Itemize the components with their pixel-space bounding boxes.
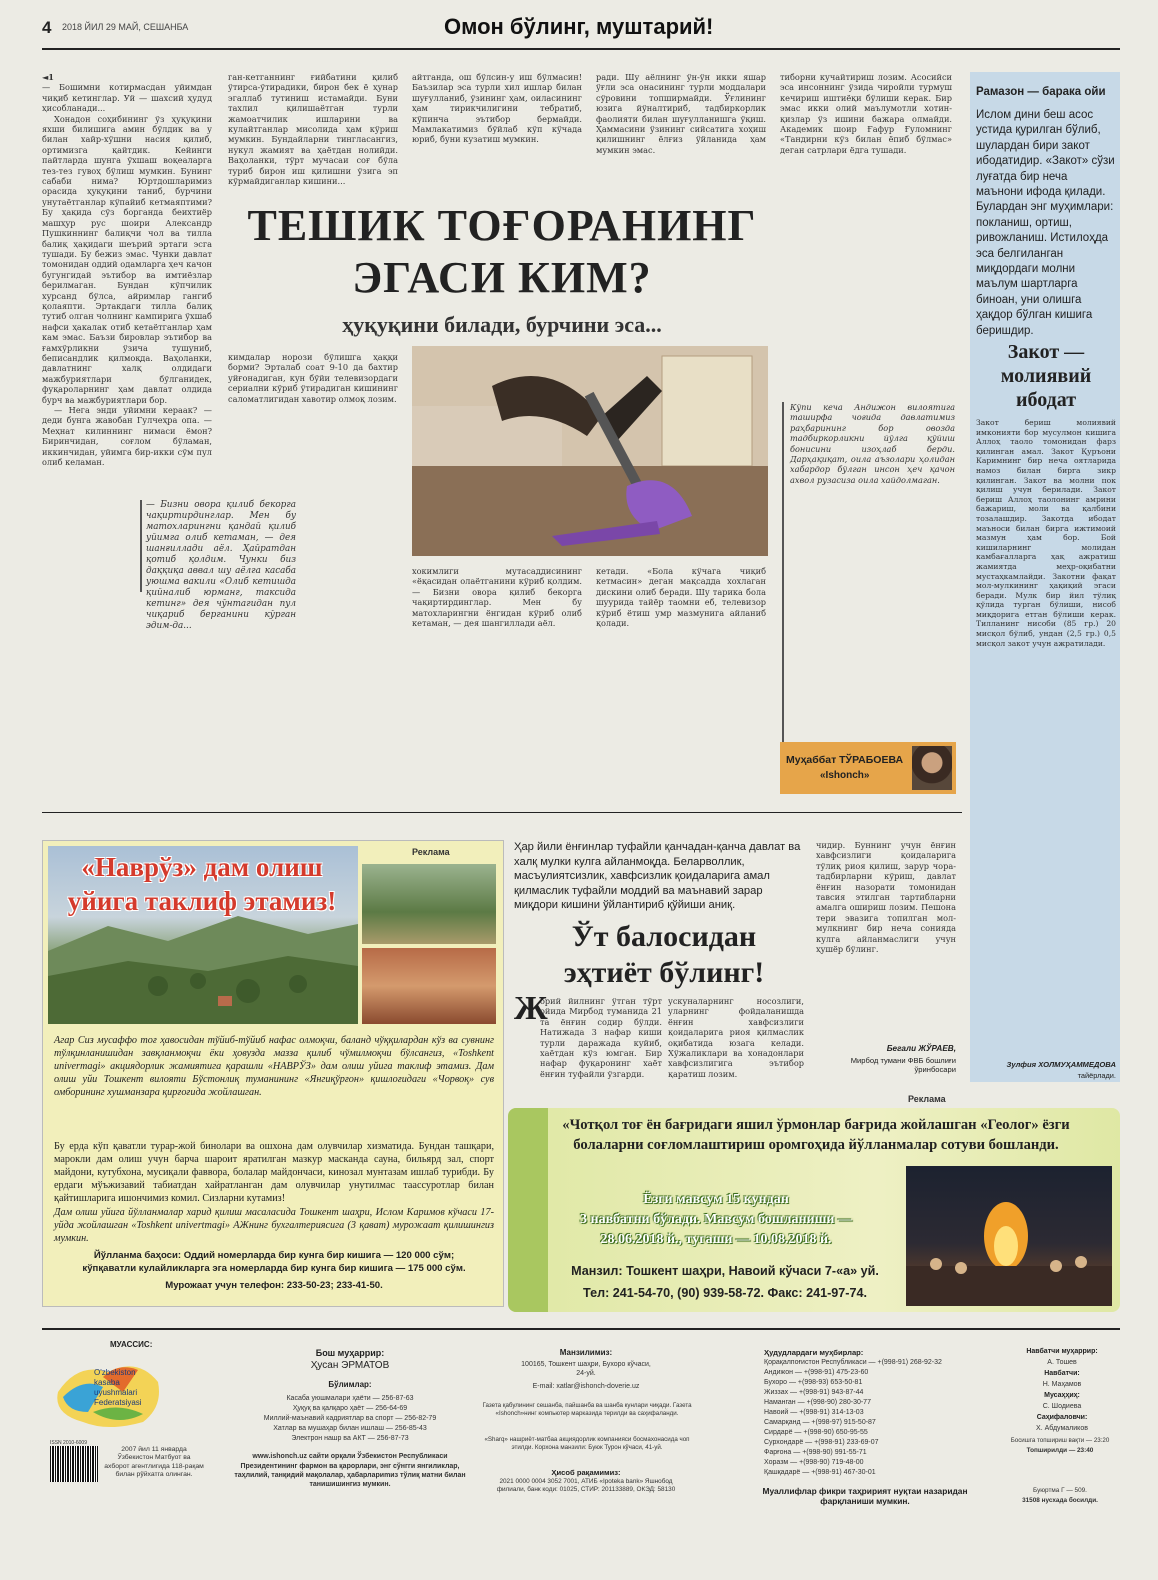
regions-label: Ҳудудлардаги муҳбирлар: (764, 1348, 864, 1357)
region-12: Қашқадарё — +(998-91) 467-30-01 (764, 1469, 876, 1476)
geolog-phones: Тел: 241-54-70, (90) 939-58-72. Факс: 241-97-74. (583, 1286, 867, 1300)
founder-label: МУАССИС: (110, 1340, 153, 1349)
fire-col-3: чидир. Буннинг учун ёнғин хавфсизлиги қоидаларига тўлиқ риоя қилиш, зарур чора-тадбирларни кўриш, давлат ёнғин назорати томонидан тавсия этилган тартибларни амалга ошириш лозим. Пешона тери эвазига топилган мол-мулкнинг бир неча сонияда кулга айланмаслиги учун ҳушёр бўлинг. (816, 840, 956, 955)
author-name: Муҳаббат ТЎРАБОЕВА (786, 754, 904, 766)
main-col-4: ради. Шу аёлнинг ўн-ўн икки яшар ўғли эса онасининг турли моддалари сўровини топширмайди. Ўғлининг юзига йўналтириб, тадбиркорлик фаолияти билан шуғулланишга ўқиш. Ҳаммасини ўзининг сийсатига хоҳиш қилишнинг ёлғиз ўйланида ҳам мумкин эмас. (596, 72, 766, 155)
author-paper: «Ishonch» (820, 770, 870, 781)
circulation: 31508 нусхада босилди. (1022, 1497, 1098, 1504)
navruz-price-2: кўпқаватли кулайликларга эга номерларда бир кунга бир кишига — 175 000 сўм. (82, 1263, 466, 1274)
navruz-phone: Мурожаат учун телефон: 233-50-23; 233-41-50. (165, 1280, 383, 1291)
print-note-2: «Sharq» нашриёт-матбаа акциядорлик компанияси босмахонасида чоп этилди. Корхона манзили: Буюк Турон кўчаси, 41-уй. (484, 1436, 690, 1451)
right-quote: Кўпи кеча Андижон вилоятига таширфа чоғида давлатимиз раҳбарининг бор овозда тадбиркорликни йўлга қўйиш бонисини изоҳлаб берди. Дарҳақиқат, оила аъзолари ҳолидан хабардор бўлган инсон ҳеч қачон ахвол рузасиза оила хайдолмаган. (790, 402, 955, 485)
order-number: Буюртма Г — 509. (1033, 1487, 1087, 1494)
corrector-name: С. Шодиева (1042, 1403, 1082, 1410)
logo-text-3: uyushmalari (94, 1388, 138, 1397)
sidebar-signature: Зулфия ХОЛМУҲАММЕДОВА (1006, 1060, 1116, 1069)
navruz-ad-para1: Агар Сиз мусаффо тоғ ҳавосидан тўйиб-тўйиб нафас олмоқчи, баланд чўққилардан кўз ва сувнинг тўлқинланишидан завқланмоқчи ёки ҳовузда мазза қилиб чўмилмоқчи бўлсангиз, «Toshkent univermagi» акциядорлик жамиятига қарашли «НАВРЎЗ» дам олиш уйига таклиф этамиз. Дам олиш уйи Тошкент вилояти Бўстонлиқ туманининг «Янгиқўрғон» қишлоғидаги «Чорвоқ» сув омборининг хушманзара қирғоғида жойлашган. (54, 1035, 494, 1098)
region-8: Сирдарё — +(998-90) 650-95-55 (764, 1429, 868, 1436)
navruz-photo-room (362, 948, 496, 1024)
navruz-photo-trees (362, 864, 496, 944)
address-label: Манзилимиз: (559, 1348, 613, 1357)
author-plate (780, 742, 956, 794)
main-col-3: айтганда, ош бўлсин-у иш бўлмасин! Баъзилар эса турли хил ишлар билан шуғулланиб, ўзининг ҳам, оиласининг ҳам тирикчилигини тебратиб, кўпинча эътибор бермайди. Мамлакатимиз бўйлаб кўп кўчада юриб, буни кузатиш мумкин. (412, 72, 582, 145)
fire-lead: Ҳар йили ёнғинлар туфайли қанчадан-қанча давлат ва халқ мулки кулга айланмоқда. Беларволлик, масъулиятсизлик, хавфсизлик қоидаларига амал қилмаслик туфайли моддий ва маънавий зарар миқдори кишини ўйлантириб қўйиши аниқ. (514, 841, 801, 912)
geolog-season-1: Ёзги мавсум 15 кундан (643, 1192, 789, 1207)
sidebar-signature-note: тайёрлади. (1077, 1071, 1116, 1080)
logo-text-2: kasaba (94, 1378, 120, 1387)
founder-logo (48, 1352, 168, 1434)
main-headline-1: ТЕШИК ТОҒОРАНИНГ (247, 201, 757, 250)
region-4: Жиззах — +(998-91) 943-87-44 (764, 1389, 864, 1396)
email[interactable]: E-mail: xatlar@ishonch-doverie.uz (532, 1383, 640, 1390)
main-mid-text-b: хокимлиги мутасаддисининг «ёқасидан олаётганини кўриб қолдим. — Бизни овора қилиб бекорга чақиртирдинглар. Мен бу матохларингни ёнгидан кўриб олиб кетаман, — дея шангиллади аёл. (412, 566, 582, 629)
main-col-1 (42, 72, 212, 798)
department-5: Электрон нашр ва АКТ — 256-87-73 (291, 1435, 409, 1442)
navruz-ad-para2: Бу ерда кўп қаватли турар-жой бинолари ва ошхона дам олувчилар хизматида. Бундан ташқари, марокли дам олиш учун барча шароит яратилган мазкур масканда сауна, бильярд зал, спорт майдони, кутубхона, мусиқали фаввора, болалар майдончаси, кинозал мунтазам ишлаб турибди. Бу ердаги мўъжизавий табиатдан хайратланган дам олувчилар унутилмас таассуротлар билан қайтишларига ишончимиз комил. Сизларни кутамиз! (54, 1141, 494, 1204)
region-1: Қорақалпоғистон Республикаси — +(998-91) 268-92-32 (764, 1359, 942, 1366)
sign-time: Босишга топшириш вақти — 23:20 (1010, 1437, 1110, 1444)
region-9: Сурхондарё — +(998-91) 233-69-07 (764, 1439, 879, 1446)
main-subtitle: ҳуқуқини билади, бурчини эса... (342, 312, 662, 337)
fire-title-1: Ўт балосидан (571, 920, 757, 953)
registration-note: 2007 йил 11 январда Ўзбекистон Матбуот ва ахборот агентлигида 118-рақам билан рўйхатга олинган. (104, 1446, 204, 1479)
main-mid-text-c: кетади. «Бола кўчага чиқиб кетмасин» деган мақсадда хохлаган дискини олиб беради. Шу тарика бола шуурида тайёр таомни еб, телевизор кўриб ётиш умр мазмунига айланиб қолади. (596, 566, 766, 629)
department-2: Ҳуқуқ ва қалқаро ҳаёт — 256-64-69 (292, 1405, 408, 1412)
website-line[interactable]: www.ishonch.uz сайти орқали Ўзбекистон Республикаси (252, 1453, 448, 1460)
main-col-5: тиборни кучайтириш лозим. Асосийси эса инсоннинг ўзида чиройли турмуш кечириш иштиёқи бўлиши керак. Бир эмас икки олий маълумотли хотин-қизлар ўз ишини бажара олмайди. Академик шоир Ғафур Ғуломнинг «Тандирни кўз билан ёпиб бўлмас» деган сатрлари ёдга тушади. (780, 72, 952, 155)
logo-text-4: Federatsiyasi (94, 1398, 142, 1407)
main-headline-2: ЭГАСИ КИМ? (352, 253, 652, 302)
disclaimer: Муаллифлар фикри таҳририят нуқтаи назаридан фарқланиши мумкин. (762, 1486, 968, 1506)
main-mid-text-a: кимдалар норози бўлишга ҳаққи борми? Эрталаб соат 9-10 да бахтир уйғонадиган, кун бўйи телевизордаги сериални кўриб ўтирадиган кишининг саломатлигидан хавотир олмоқ лозим. (228, 352, 398, 404)
fire-author-role: Мирбод тумани ФВБ бошлиғи ўринбосари (850, 1056, 956, 1074)
region-6: Навоий — +(998-91) 314-13-03 (764, 1409, 864, 1416)
main-col-1-end: — Нега энди уйимни кераак? — деди бунга жавобан Гулчеҳра опа. — Меҳнат килиннинг нимаси ёмон? Биринчидан, соғлом бўламан, иккинчидан, уйимга бир-икки сўм пул олиб келаман. (42, 405, 212, 468)
geolog-headline: «Чотқол тоғ ён бағридаги яшил ўрмонлар бағрида жойлашган «Геолог» ёзги болаларни соғломлаштириш оромгоҳида йўлланмалар сотуви бошланди. (562, 1117, 1070, 1153)
account-label: Ҳисоб рақамимиз: (551, 1468, 621, 1477)
pull-quote-bar (140, 500, 142, 592)
footer-rule (42, 1328, 1120, 1330)
print-note: Газета қабулининг сешанба, пайшанба ва шанба кунлари чиқади. Газета «Ishonch»нинг компьютер марказида терилди ва саҳифаланди. (482, 1402, 692, 1417)
region-10: Фарғона — +(998-90) 991-55-71 (764, 1449, 867, 1456)
navruz-ad-title-1: «Наврўз» дам олиш (81, 852, 323, 882)
navruz-ad-title-2: уйига таклиф этамиз! (67, 886, 337, 916)
duty-name: Н. Маҳамов (1042, 1381, 1082, 1388)
header-rule (42, 48, 1120, 50)
corrector-label: Мусаҳҳиҳ: (1044, 1392, 1080, 1399)
departments-label: Бўлимлар: (328, 1380, 372, 1389)
geolog-season-2: 3 навбатни бўлади. Мавсум бошланиши — (580, 1212, 852, 1227)
region-2: Андижон — +(998-91) 475-23-60 (764, 1369, 869, 1376)
logo-text-1: O'zbekiston (94, 1368, 136, 1377)
fire-dropcap: Ж (514, 990, 548, 1027)
duty-editor-label: Навбатчи муҳаррир: (1026, 1348, 1098, 1355)
geolog-ad-label: Реклама (908, 1094, 946, 1104)
region-5: Наманган — +(998-90) 280-30-77 (764, 1399, 871, 1406)
sign-done: Топширилди — 23:40 (1026, 1447, 1094, 1454)
duty-editor-name: А. Тошев (1047, 1359, 1077, 1366)
navruz-price-1: Йўлланма баҳоси: Оддий номерларда бир кунга бир кишига — 120 000 сўм; (93, 1250, 455, 1261)
sidebar-title: Закот — молиявий ибодат (1000, 341, 1092, 411)
sidebar-intro: Ислом дини беш асос устида қурилган бўлиб, шулардан бири закот ибодатидир. «Закот» сўзи луғатда бир неча маънони ифода қилади. Булардан энг муҳимлари: покланиш, ортиш, ривожланиш. Истилоҳда эса белгиланган миқдордаги молни маълум шартларга биноан, уни олишга ҳақдор бўлган кишига беришдир. (976, 109, 1115, 337)
fire-author: Бегали ЖЎРАЕВ, (886, 1044, 956, 1053)
department-4: Хатлар ва мушаҳар билан ишлаш — 256-85-43 (273, 1425, 427, 1432)
main-col-2: ган-кетганнинг ғийбатини қилиб ўтирса-ўтирадики, бирон бек ё ҳунар эгаллаб тутиниш истамайди. Буни тахлил қилишаётган турли жамоатчилик ишларини ва кулайтганлар мисолида ҳам кўриш мумкин. Бундайларни тингласангиз, нукул жамият ва ҳаётдан нолийди. Ваҳоланки, тўрт мучасаи соғ бўла туриб бирон иш қилишни ўзига эп кўрмайдиганлар кишини... (228, 72, 398, 187)
page-number: 4 (42, 18, 52, 37)
sidebar-kicker: Рамазон — барака ойи (976, 86, 1106, 98)
account: 2021 0000 0004 3052 7001, АТИБ «Ipoteka bank» Яшнобод филиали, банк коди: 01025, СТИР: 201133889, ОКЭД: 58130 (496, 1478, 676, 1493)
masthead-title: Омон бўлинг, муштарий! (444, 14, 714, 39)
main-col-1-text: Хонадон соҳибининг ўз ҳуқуқини яхши билишига амин бўлдик ва у билан хайр-хўшни насия қилиб, ортимизга қайтдик. Кейинги пайтларда шунга ўхшаш воқеаларга тез-тез гувоҳ бўлиш мумкин. Бунинг сабаби нима? Юртдошларимиз орасида ҳуқуқини таниб, бурчини унутаётганлар кўпайиб кетмаяптими? Бу ҳақида сўз борганда беихтиёр машҳур рус шоири Александр Пушкиннинг балиқчи чол ва тилла балиқ ҳақидаги шеърий эртаги эсга тушади. Бу бежиз эмас. Чунки давлат томонидан оддий одамларга ҳеч качон бугунгидай эътибор ва имтиёзлар берилмаган. Бундан кўпчилик хурсанд бўлса, айримлар гангиб қолаяпти. Эртакдаги тилла балиқ тутиб олган чолнинг кампирига ўхшаб нафси ҳакалак отиб кетаётганлар ҳам кам эмас. Баъзи бировлар эътибор ва ғамхўрликни ўзича тушуниб, беписандлик қилмоқда. Ваҳоланки, давлатнинг халқ олдидаги мажбуриятлари бўлганидек, фуқароларнинг ҳам давлат олдида бурч ва мажбуриятлари бор. (42, 113, 212, 405)
main-col-1-start: — Бошимни котирмасдан уйимдан чиқиб кетинглар. Уй — шахсий ҳудуд ҳисобланади... (42, 82, 212, 114)
pull-quote: — Бизни овора қилиб бекорга чақиртирдинглар. Мен бу матохларингни қандай қилиб уйимга олиб кетаман, — дея шанғиллади аёл. Ҳайратдан қотиб қолдим. Чунки биз даққиқа аввал шу аёлга касаба уюшма вакили «Олиб кетишда қийналиб юрманг, таксида кетинг» дея чўнтагидан пул чиқариб берганини кўрган эдим-да... (146, 500, 296, 631)
region-7: Самарқанд — +(998-97) 915-50-87 (764, 1419, 876, 1426)
continuation-mark: ◄1 (42, 72, 54, 82)
vacuum-illustration (412, 346, 768, 556)
campfire-illustration (906, 1166, 1112, 1306)
editor-name: Ҳусан ЭРМАТОВ (310, 1360, 390, 1371)
right-quote-bar (782, 402, 784, 742)
department-3: Миллий-маънавий кадриятлар ва спорт — 256-82-79 (263, 1415, 437, 1422)
article-photo-vacuum (412, 346, 768, 556)
layout-name: Х. Абдумаликов (1036, 1425, 1088, 1432)
geolog-season-3: 28.06.2018 й., тугаши — 10.08.2018 й. (600, 1232, 832, 1247)
navruz-ad-label: Реклама (412, 847, 450, 857)
editor-label: Бош муҳаррир: (315, 1348, 385, 1358)
fire-col-1: орий йилнинг ўтган тўрт ойида Мирбод туманида 21 та ёнғин содир бўлди. Натижада 3 нафар киши турли даражада куйиб, хаётдан кўз юмган. Бир нафар фуқаронинг хаёт ёнғин туфайли ўзгарди. (540, 996, 662, 1079)
barcode (50, 1446, 98, 1482)
region-3: Бухоро — +(998-93) 653-50-81 (764, 1379, 863, 1386)
section-rule (42, 812, 962, 813)
website-note: Президентининг фармон ва қарорлари, энг сўнгги янгиликлар, таҳлилий, танқидий мақолалар, ҳабарлариmиз тўлиқ матни билан танишишингиз мумкин. (234, 1463, 466, 1488)
issn: ISSN 2010-6009 (50, 1440, 87, 1446)
geolog-ad-swoosh (508, 1108, 548, 1312)
region-11: Хоразм — +(998-90) 719-48-00 (764, 1459, 864, 1466)
geolog-address: Манзил: Тошкент шаҳри, Навоий кўчаси 7-«а» уй. (571, 1264, 879, 1278)
geolog-photo-campfire (906, 1166, 1112, 1306)
navruz-ad-para3: Дам олиш уйига йўлланмалар харид қилиш масаласида Тошкент шаҳри, Ислом Каримов кўчаси 17-уйда жойлашган «Toshkent univertmagi» АЖнинг бухгалтериясига (3 қават) мурожаат қилишингиз мумкин. (54, 1207, 494, 1244)
duty-label: Навбатчи: (1044, 1370, 1080, 1377)
department-1: Касаба уюшмалари ҳаёти — 256-87-63 (286, 1395, 414, 1402)
author-photo (912, 746, 952, 790)
fire-col-2: ускуналарнинг носозлиги, уларнинг фойдаланишда ёнғин хавфсизлиги қоидаларига риоя қилмаслик оқибатида юзага келади. Хўжаликлари ва хонадонлари хавфсизлигига эътибор қаратиш лозим. (668, 996, 804, 1079)
issue-date: 2018 ЙИЛ 29 МАЙ, СЕШАНБА (62, 22, 189, 32)
address: 100165, Тошкент шаҳри, Бухоро кўчаси, 24-уй. (521, 1361, 651, 1377)
sidebar-body: Закот бериш молиявий имконияти бор мусулмон кишига Аллоҳ таоло томонидан фарз қилинган амал. Закот Қуръони Каримнинг бир неча оятларида намоз билан бирга зикр қилинган. Закот ва молни пок қилиш учун берилади. Закот бериш Аллоҳ таолонинг амрини бажариш, моли ва қалбини тозалашдир. Закотда ибодат маъноси билан бирга ижтимоий мазмун ҳам бор. Бой кишиларнинг молидан камбағалларга ҳақ ажратиш жамиятда меҳр-оқибатни мустаҳкамлайди. Закотни фақат мол-мулкининг ҳақиқий эгаси беради. Мулк бир йил тўлиқ қўлида турган бўлиши, нисоб миқдорига етган бўлиши керак. Тилланинг нисоби (85 гр.) 20 мисқол бўлиб, ундан (2,5 гр.) 0,5 мисқол закот учун ажратилади. (976, 418, 1116, 648)
fire-title-2: эҳтиёт бўлинг! (563, 956, 765, 989)
layout-label: Саҳифаловчи: (1036, 1414, 1088, 1421)
